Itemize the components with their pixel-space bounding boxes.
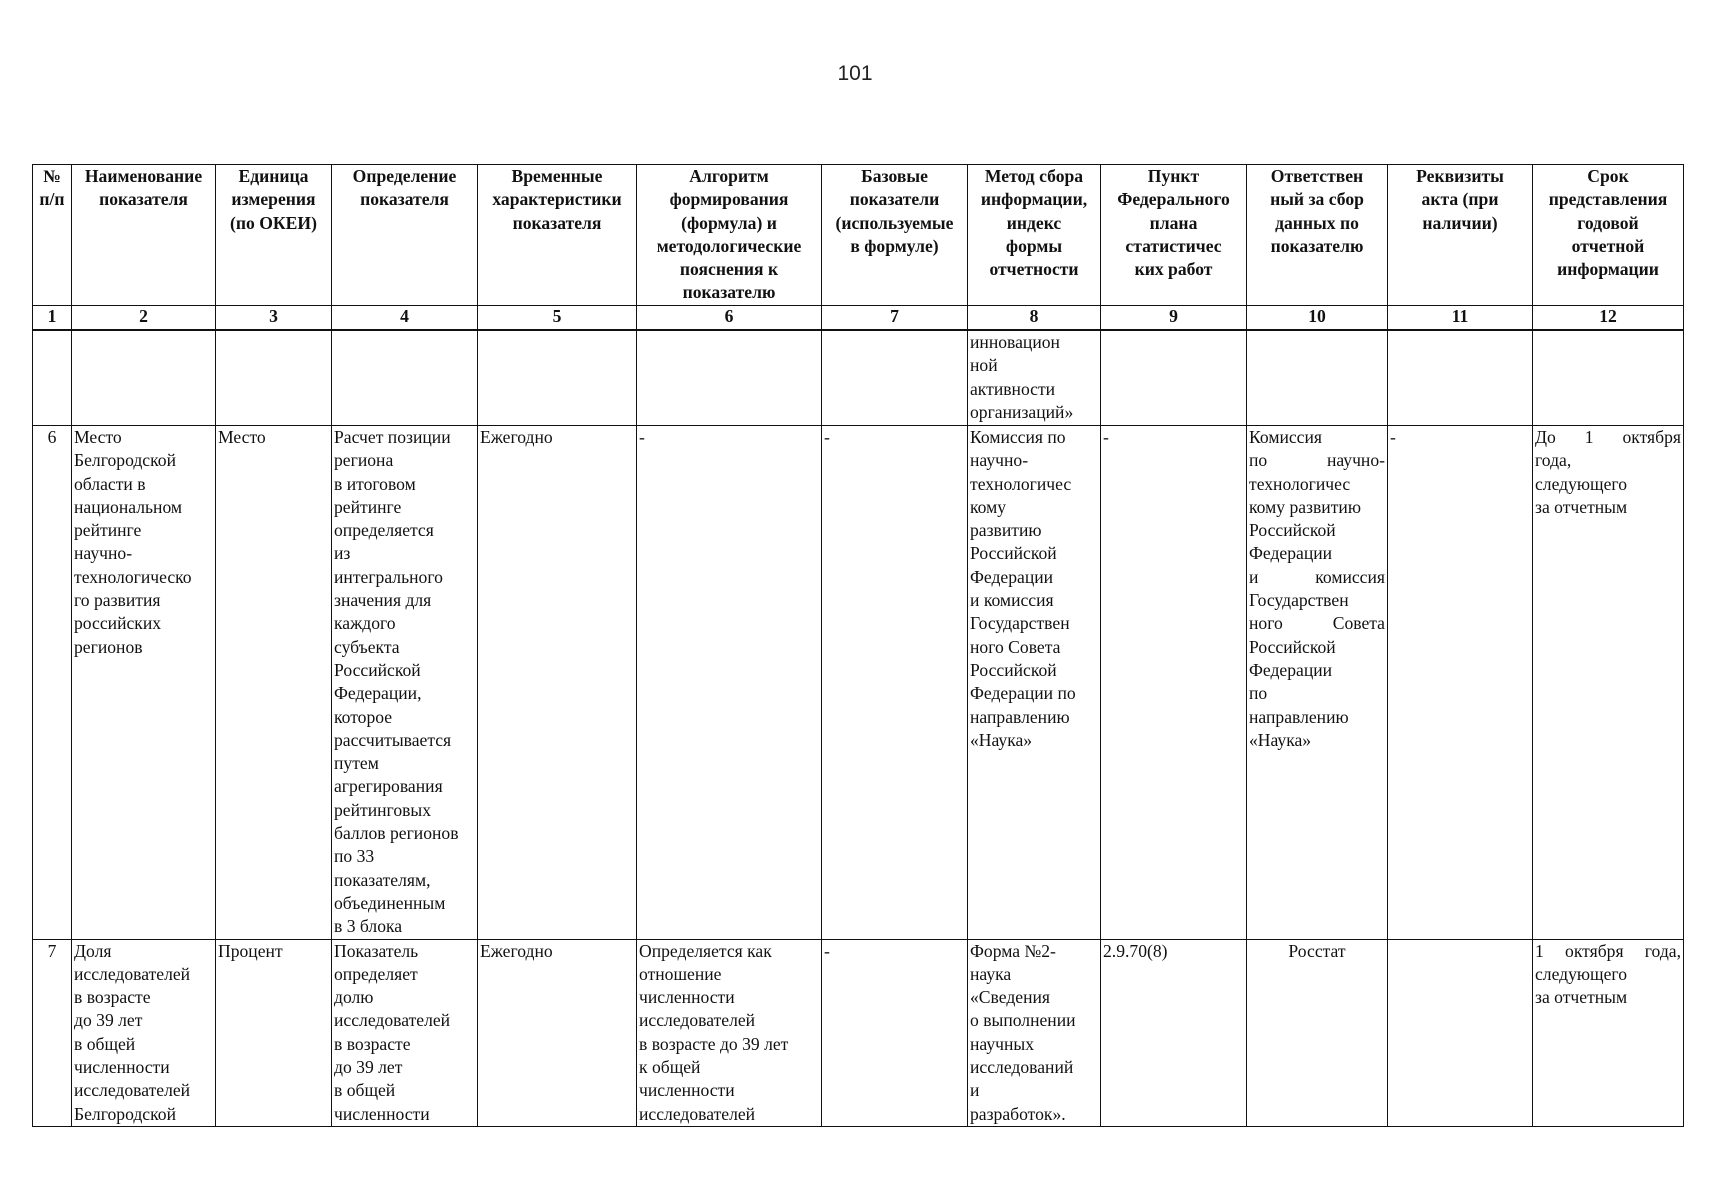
cell-line: организаций» [970,401,1074,422]
header-cell [1247,165,1388,306]
column-number: 3 [216,306,332,331]
time-cell: Ежегодно [478,939,637,1126]
unit-cell: Процент [216,939,332,1126]
cell-line: численности [334,1103,430,1124]
cell-line: информации, [980,189,1088,210]
time-cell: Ежегодно [478,426,637,940]
cell-line: регионов [74,636,143,657]
page-number: 101 [837,62,873,85]
plan-item-cell: 2.9.70(8) [1101,939,1247,1126]
cell-line: Базовые [861,166,928,186]
cell-line: Наименование [84,166,203,186]
cell-line: баллов регионов [334,823,459,844]
column-number: 10 [1247,306,1388,331]
cell-line: до 39 лет [74,1010,143,1031]
column-number: 8 [968,306,1101,331]
cell-line: исследований [970,1057,1074,1078]
header-cell [72,165,216,306]
table-row [33,426,1684,940]
cell-line: Определение [352,166,457,186]
cell-line: из [334,543,351,564]
cell-line: Ответствен [1270,166,1364,186]
cell-line: измерения [231,189,316,210]
cell-line: Федерации [1249,543,1333,564]
empty-cell [216,330,332,426]
header-cell [332,165,478,306]
cell-line: в общей [74,1033,136,1054]
cell-line: - [639,427,645,447]
cell-line: пояснения к [679,259,779,280]
cell-line: разработок». [970,1103,1066,1124]
cell-line: информации [1557,259,1659,280]
cell-line: исследователей [639,1010,756,1031]
cell-line: Срок [1587,166,1629,186]
cell-line: показателю [682,282,776,303]
cell-line: ной [970,355,998,376]
cell-line: которое [334,706,393,727]
cell-line: национальном [74,496,183,517]
empty-cell [33,330,72,426]
cell-line: исследователей [74,1080,191,1101]
cell-line: Российской [1249,636,1336,657]
cell-line: определяет [334,963,418,984]
cell-line: Государствен [970,613,1070,634]
header-cell [968,165,1101,306]
cell-line: Расчет позиции [334,427,451,447]
method-cell [968,330,1101,426]
cell-line: Форма №2- [970,940,1056,961]
cell-line: за отчетным [1535,987,1628,1008]
cell-line: области в [74,473,146,494]
cell-line: Российской [1249,520,1336,541]
header-cell [1388,165,1533,306]
responsible-cell [1247,426,1388,940]
header-row [33,165,1684,306]
cell-line: ного Совета [970,636,1061,657]
cell-line: Белгородской [74,1103,176,1124]
cell-line: Федерации по [970,683,1076,704]
deadline-cell [1533,939,1684,1126]
cell-line: в возрасте до 39 лет [639,1033,789,1054]
cell-line: наличии) [1422,212,1498,233]
cell-line: интегрального [334,566,443,587]
header-cell [1533,165,1684,306]
cell-line: Государствен [1249,590,1349,611]
algorithm-cell [637,426,822,940]
cell-line: показателю [1270,235,1364,256]
cell-line: технологическо [74,566,192,587]
column-number: 4 [332,306,478,331]
row-number: 7 [33,939,72,1126]
cell-line: Временные [511,166,603,186]
cell-line: по [1249,683,1268,704]
column-number-row [33,306,1684,331]
act-cell: - [1388,426,1533,940]
empty-cell [1388,330,1533,426]
cell-line: к общей [639,1057,701,1078]
continuation-row [33,330,1684,426]
cell-line: п/п [39,189,65,210]
cell-line: Российской [334,659,421,680]
table-row [33,939,1684,1126]
base-cell: - [822,939,968,1126]
base-cell: - [822,426,968,940]
responsible-cell [1247,939,1388,1126]
cell-line: о выполнении [970,1010,1076,1031]
method-cell [968,939,1101,1126]
cell-line: научно- [970,450,1029,471]
cell-line: Российской [970,659,1057,680]
definition-cell [332,426,478,940]
cell-line: в возрасте [74,987,151,1008]
cell-line: в формуле) [850,235,939,256]
empty-cell [1101,330,1247,426]
cell-line: рейтинговых [334,799,432,820]
column-number: 5 [478,306,637,331]
unit-cell: Место [216,426,332,940]
cell-line: рейтинге [74,520,142,541]
cell-line: численности [74,1057,170,1078]
cell-line: «Наука» [1249,729,1312,750]
deadline-cell [1533,426,1684,940]
cell-line: ный за сбор [1270,189,1364,210]
cell-line: Федерации [1249,659,1333,680]
cell-line: субъекта [334,636,400,657]
empty-cell [1247,330,1388,426]
cell-line: научных [970,1033,1035,1054]
method-cell [968,426,1101,940]
indicator-name [72,939,216,1126]
cell-line: по научно- [1249,450,1385,471]
column-number: 2 [72,306,216,331]
column-number: 12 [1533,306,1684,331]
cell-line: ких работ [1134,259,1213,280]
empty-cell [72,330,216,426]
empty-cell [822,330,968,426]
act-cell [1388,939,1533,1126]
cell-line: агрегирования [334,776,443,797]
cell-line: объединенным [334,892,446,913]
cell-line: научно- [74,543,133,564]
cell-line: представления [1548,189,1668,210]
indicator-name [72,426,216,940]
cell-line: (по ОКЕИ) [230,212,317,233]
cell-line: путем [334,753,379,774]
empty-cell [478,330,637,426]
header-cell [216,165,332,306]
cell-line: ного Совета [1249,613,1385,634]
cell-line: до 39 лет [334,1057,403,1078]
cell-line: исследователей [639,1103,756,1124]
header-cell [822,165,968,306]
cell-line: рассчитывается [334,729,452,750]
cell-line: развитию [970,520,1042,541]
cell-line: годовой [1577,212,1639,233]
cell-line: долю [334,987,374,1008]
plan-item-cell: - [1101,426,1247,940]
cell-line: в общей [334,1080,396,1101]
cell-line: Российской [970,543,1057,564]
cell-line: отчетной [1571,235,1645,256]
cell-line: (формула) и [681,212,777,233]
cell-line: за отчетным [1535,496,1628,517]
cell-line: Комиссия по [970,427,1066,447]
definition-cell [332,939,478,1126]
cell-line: следующего [1535,473,1627,494]
cell-line: Комиссия [1249,427,1322,447]
cell-line: Федерального [1117,189,1230,210]
cell-line: Показатель [334,940,419,961]
cell-line: исследователей [334,1010,451,1031]
cell-line: следующего [1535,963,1627,984]
cell-line: отчетности [989,259,1079,280]
cell-line: индекс [1006,212,1062,233]
header-cell [1101,165,1247,306]
cell-line: инновацион [970,332,1060,352]
cell-line: Федерации [970,566,1054,587]
algorithm-cell [637,939,822,1126]
cell-line: Федерации, [334,683,422,704]
cell-line: численности [639,1080,735,1101]
cell-line: показатели [849,189,940,210]
cell-line: Доля [74,940,112,961]
cell-line: методологические [656,235,802,256]
cell-line: До 1 октября [1535,427,1681,447]
cell-line: по 33 [334,846,375,867]
cell-line: в 3 блока [334,916,403,937]
cell-line: (используемые [835,212,954,233]
cell-line: «Сведения [970,987,1050,1008]
cell-line: в возрасте [334,1033,411,1054]
cell-line: показателям, [334,869,431,890]
cell-line: отношение [639,963,722,984]
cell-line: направлению [970,706,1070,727]
cell-line: акта (при [1421,189,1499,210]
cell-line: Пункт [1147,166,1200,186]
cell-line: исследователей [74,963,191,984]
cell-line: «Наука» [970,729,1033,750]
cell-line: активности [970,378,1056,399]
cell-line: формирования [669,189,789,210]
cell-line: технологичес [970,473,1072,494]
cell-line: го развития [74,590,161,611]
cell-line: показателя [512,212,602,233]
empty-cell [637,330,822,426]
cell-line: показателя [360,189,449,210]
cell-line: и комиссия [1249,566,1385,587]
cell-line: в итоговом [334,473,416,494]
cell-line: показателя [99,189,188,210]
cell-line: региона [334,450,394,471]
cell-line: Место [74,427,122,447]
cell-line: данных по [1275,212,1359,233]
cell-line: и комиссия [970,590,1054,611]
cell-line: рейтинге [334,496,402,517]
cell-line: направлению [1249,706,1349,727]
cell-line: Росстат [1288,940,1346,961]
cell-line: формы [1005,235,1063,256]
empty-cell [1533,330,1684,426]
cell-line: каждого [334,613,396,634]
cell-line: № [43,166,61,186]
cell-line: Реквизиты [1416,166,1504,186]
cell-line: Белгородской [74,450,176,471]
cell-line: 1 октября года, [1535,940,1681,961]
empty-cell [332,330,478,426]
column-number: 11 [1388,306,1533,331]
cell-line: кому развитию [1249,496,1361,517]
cell-line: и [970,1080,980,1101]
cell-line: определяется [334,520,434,541]
cell-line: технологичес [1249,473,1351,494]
header-cell [637,165,822,306]
cell-line: численности [639,987,735,1008]
cell-line: года, [1535,450,1572,471]
cell-line: характеристики [492,189,622,210]
header-cell [478,165,637,306]
cell-line: российских [74,613,162,634]
header-cell [33,165,72,306]
cell-line: статистичес [1125,235,1222,256]
indicators-table [32,164,1684,1127]
cell-line: кому [970,496,1007,517]
cell-line: Определяется как [639,940,772,961]
row-number: 6 [33,426,72,940]
column-number: 7 [822,306,968,331]
cell-line: наука [970,963,1012,984]
column-number: 1 [33,306,72,331]
cell-line: Метод сбора [984,166,1084,186]
cell-line: значения для [334,590,432,611]
cell-line: Единица [238,166,309,186]
column-number: 9 [1101,306,1247,331]
cell-line: плана [1149,212,1198,233]
cell-line: Алгоритм [689,166,769,186]
column-number: 6 [637,306,822,331]
